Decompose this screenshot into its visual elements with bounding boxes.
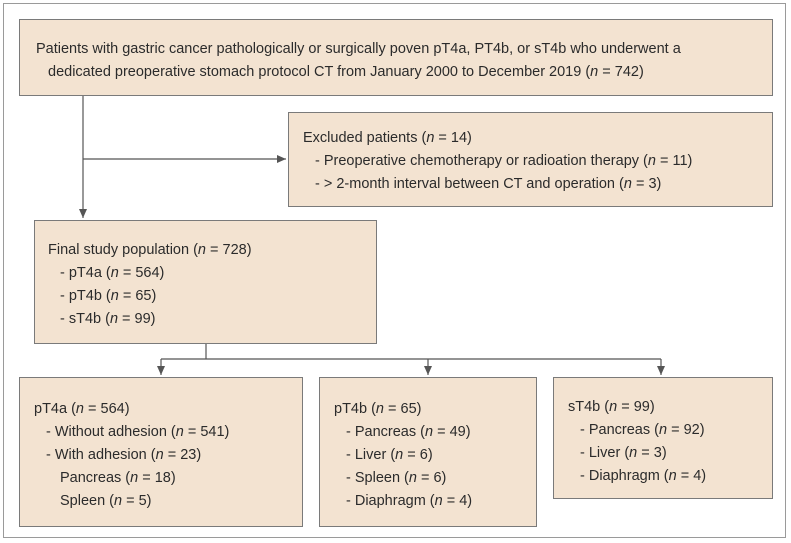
final-title: Final study population (n = 728): [48, 242, 252, 258]
final-population-box: [34, 220, 377, 344]
st4b-item-diaphragm: - Diaphragm (n = 4): [580, 468, 707, 484]
pt4a-title: pT4a (n = 564): [34, 401, 130, 417]
source-population-box: [19, 19, 773, 96]
pt4b-title: pT4b (n = 65): [334, 401, 422, 417]
excluded-item: - > 2-month interval between CT and operation (n = 3): [315, 176, 662, 192]
excluded-item: - Preoperative chemotherapy or radioation therapy (n = 11): [315, 153, 693, 169]
final-item-st4b: - sT4b (n = 99): [60, 311, 156, 327]
final-item-pt4a: - pT4a (n = 564): [60, 265, 165, 281]
st4b-item-liver: - Liver (n = 3): [580, 445, 667, 461]
pt4b-item-diaphragm: - Diaphragm (n = 4): [346, 493, 473, 509]
pt4a-item-with-adhesion: - With adhesion (n = 23): [46, 447, 202, 463]
pt4b-item-spleen: - Spleen (n = 6): [346, 470, 447, 486]
source-population-line2: dedicated preoperative stomach protocol CT from January 2000 to December 2019 (n = 742): [48, 64, 644, 80]
excluded-title: Excluded patients (n = 14): [303, 130, 472, 146]
st4b-title: sT4b (n = 99): [568, 399, 655, 415]
pt4b-box: [319, 377, 537, 527]
pt4a-item-without-adhesion: - Without adhesion (n = 541): [46, 424, 230, 440]
st4b-box: [553, 377, 773, 499]
pt4a-box: [19, 377, 303, 527]
source-population-line1: Patients with gastric cancer pathologically or surgically poven pT4a, PT4b, or sT4b who underwent a: [36, 41, 681, 57]
st4b-item-pancreas: - Pancreas (n = 92): [580, 422, 705, 438]
pt4a-subitem-spleen: Spleen (n = 5): [60, 493, 152, 509]
pt4b-item-liver: - Liver (n = 6): [346, 447, 433, 463]
excluded-patients-box: [288, 112, 773, 207]
pt4a-subitem-pancreas: Pancreas (n = 18): [60, 470, 176, 486]
pt4b-item-pancreas: - Pancreas (n = 49): [346, 424, 471, 440]
final-item-pt4b: - pT4b (n = 65): [60, 288, 157, 304]
